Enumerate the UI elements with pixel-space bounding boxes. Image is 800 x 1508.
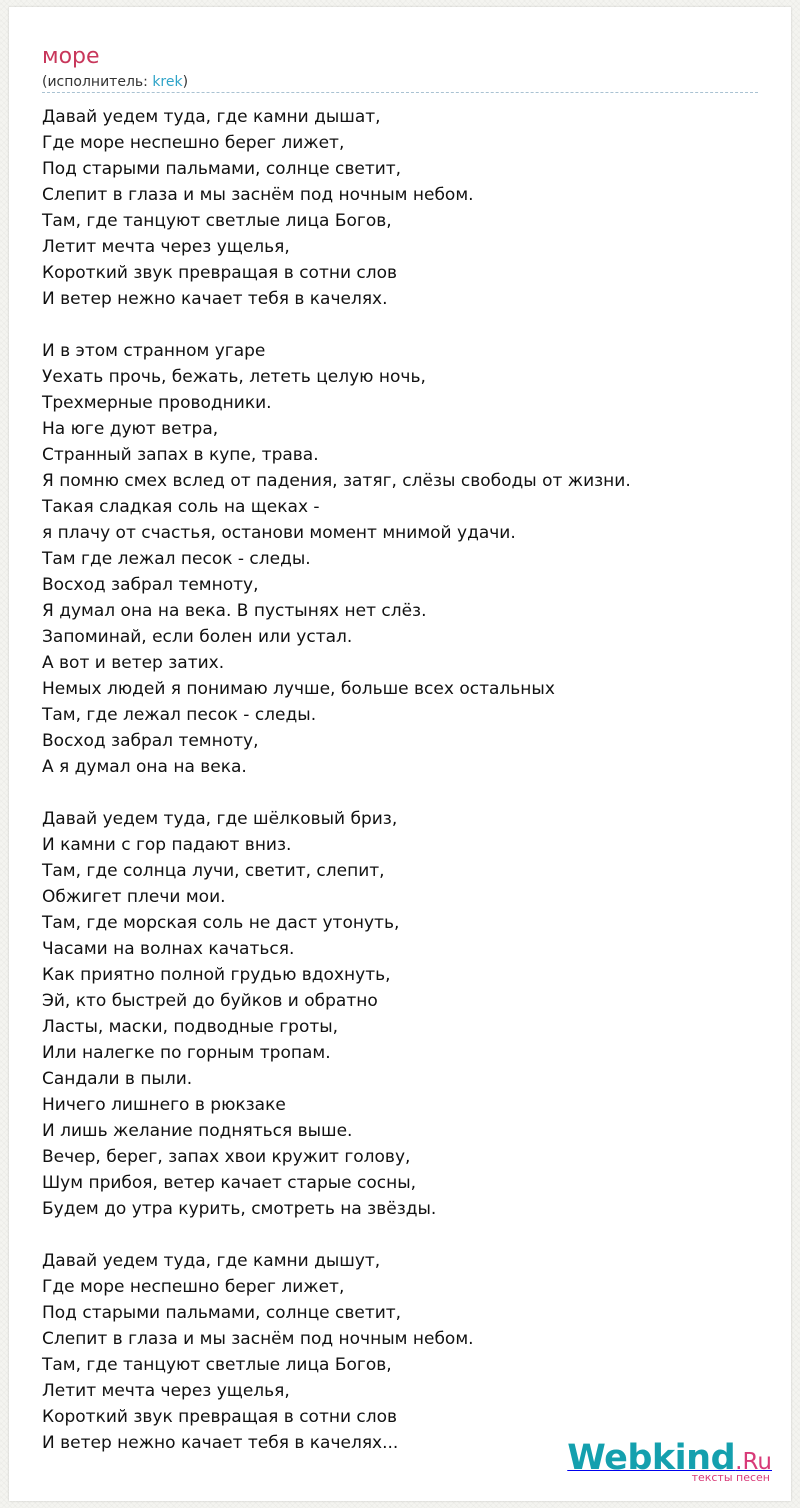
lyrics-line: Летит мечта через ущелья, bbox=[42, 237, 290, 257]
lyrics-line: Я думал она на века. В пустынях нет слёз. bbox=[42, 601, 427, 621]
lyrics-line: Давай уедем туда, где камни дышут, bbox=[42, 1251, 381, 1271]
lyrics-line: Восход забрал темноту, bbox=[42, 731, 259, 751]
lyrics-line: Трехмерные проводники. bbox=[42, 393, 272, 413]
lyrics-line: И лишь желание подняться выше. bbox=[42, 1121, 353, 1141]
lyrics-body bbox=[42, 104, 758, 1482]
lyrics-line: Короткий звук превращая в сотни слов bbox=[42, 263, 398, 283]
lyrics-line: я плачу от счастья, останови момент мнимой удачи. bbox=[42, 523, 516, 543]
lyrics-line: Под старыми пальмами, солнце светит, bbox=[42, 1303, 402, 1323]
lyrics-line: И камни с гор падают вниз. bbox=[42, 835, 292, 855]
lyrics-line: Там где лежал песок - следы. bbox=[42, 549, 311, 569]
lyrics-line: Там, где танцуют светлые лица Богов, bbox=[42, 211, 392, 231]
logo-tagline: тексты песен bbox=[691, 1471, 770, 1484]
lyrics-stanza bbox=[42, 104, 758, 312]
lyrics-line: Давай уедем туда, где шёлковый бриз, bbox=[42, 809, 398, 829]
lyrics-line: Ничего лишнего в рюкзаке bbox=[42, 1095, 286, 1115]
lyrics-stanza bbox=[42, 806, 758, 1222]
logo-tld: .Ru bbox=[735, 1449, 772, 1475]
song-title: море bbox=[42, 44, 100, 69]
lyrics-line: Слепит в глаза и мы заснём под ночным небом. bbox=[42, 1329, 474, 1349]
lyrics-line: Будем до утра курить, смотреть на звёзды. bbox=[42, 1199, 437, 1219]
logo-name: Webkind bbox=[567, 1438, 736, 1478]
lyrics-line: Короткий звук превращая в сотни слов bbox=[42, 1407, 398, 1427]
artist-link[interactable]: krek bbox=[152, 74, 183, 90]
artist-suffix: ) bbox=[182, 74, 189, 90]
lyrics-line: А вот и ветер затих. bbox=[42, 653, 225, 673]
lyrics-line: Немых людей я понимаю лучше, больше всех остальных bbox=[42, 679, 555, 699]
lyrics-line: Там, где лежал песок - следы. bbox=[42, 705, 317, 725]
lyrics-line: Или налегке по горным тропам. bbox=[42, 1043, 331, 1063]
lyrics-line: И ветер нежно качает тебя в качелях. bbox=[42, 289, 388, 309]
lyrics-line: Летит мечта через ущелья, bbox=[42, 1381, 290, 1401]
lyrics-line: Уехать прочь, бежать, лететь целую ночь, bbox=[42, 367, 426, 387]
lyrics-line: Странный запах в купе, трава. bbox=[42, 445, 319, 465]
lyrics-line: Слепит в глаза и мы заснём под ночным небом. bbox=[42, 185, 474, 205]
lyrics-line: И ветер нежно качает тебя в качелях... bbox=[42, 1433, 399, 1453]
lyrics-line: Где море неспешно берег лижет, bbox=[42, 1277, 345, 1297]
header-separator bbox=[42, 92, 758, 93]
lyrics-line: Такая сладкая соль на щеках - bbox=[42, 497, 320, 517]
lyrics-line: Ласты, маски, подводные гроты, bbox=[42, 1017, 339, 1037]
lyrics-line: Там, где солнца лучи, светит, слепит, bbox=[42, 861, 385, 881]
lyrics-line: Где море неспешно берег лижет, bbox=[42, 133, 345, 153]
lyrics-stanza bbox=[42, 1248, 758, 1456]
lyrics-line: Давай уедем туда, где камни дышат, bbox=[42, 107, 381, 127]
lyrics-line: Вечер, берег, запах хвои кружит голову, bbox=[42, 1147, 411, 1167]
lyrics-line: Шум прибоя, ветер качает старые сосны, bbox=[42, 1173, 417, 1193]
lyrics-line: А я думал она на века. bbox=[42, 757, 247, 777]
lyrics-line: Я помню смех вслед от падения, затяг, слёзы свободы от жизни. bbox=[42, 471, 631, 491]
lyrics-line: Эй, кто быстрей до буйков и обратно bbox=[42, 991, 378, 1011]
lyrics-line: Там, где танцуют светлые лица Богов, bbox=[42, 1355, 392, 1375]
lyrics-line: Сандали в пыли. bbox=[42, 1069, 193, 1089]
lyrics-line: Восход забрал темноту, bbox=[42, 575, 259, 595]
lyrics-line: Как приятно полной грудью вдохнуть, bbox=[42, 965, 391, 985]
artist-line bbox=[42, 72, 188, 92]
lyrics-stanza bbox=[42, 338, 758, 780]
lyrics-line: Запоминай, если болен или устал. bbox=[42, 627, 353, 647]
lyrics-line: Под старыми пальмами, солнце светит, bbox=[42, 159, 402, 179]
lyrics-line: И в этом странном угаре bbox=[42, 341, 266, 361]
lyrics-line: Обжигет плечи мои. bbox=[42, 887, 226, 907]
lyrics-line: Там, где морская соль не даст утонуть, bbox=[42, 913, 400, 933]
lyrics-line: На юге дуют ветра, bbox=[42, 419, 219, 439]
artist-prefix: (исполнитель: bbox=[42, 74, 153, 90]
site-logo[interactable] bbox=[567, 1438, 772, 1484]
lyrics-line: Часами на волнах качаться. bbox=[42, 939, 295, 959]
